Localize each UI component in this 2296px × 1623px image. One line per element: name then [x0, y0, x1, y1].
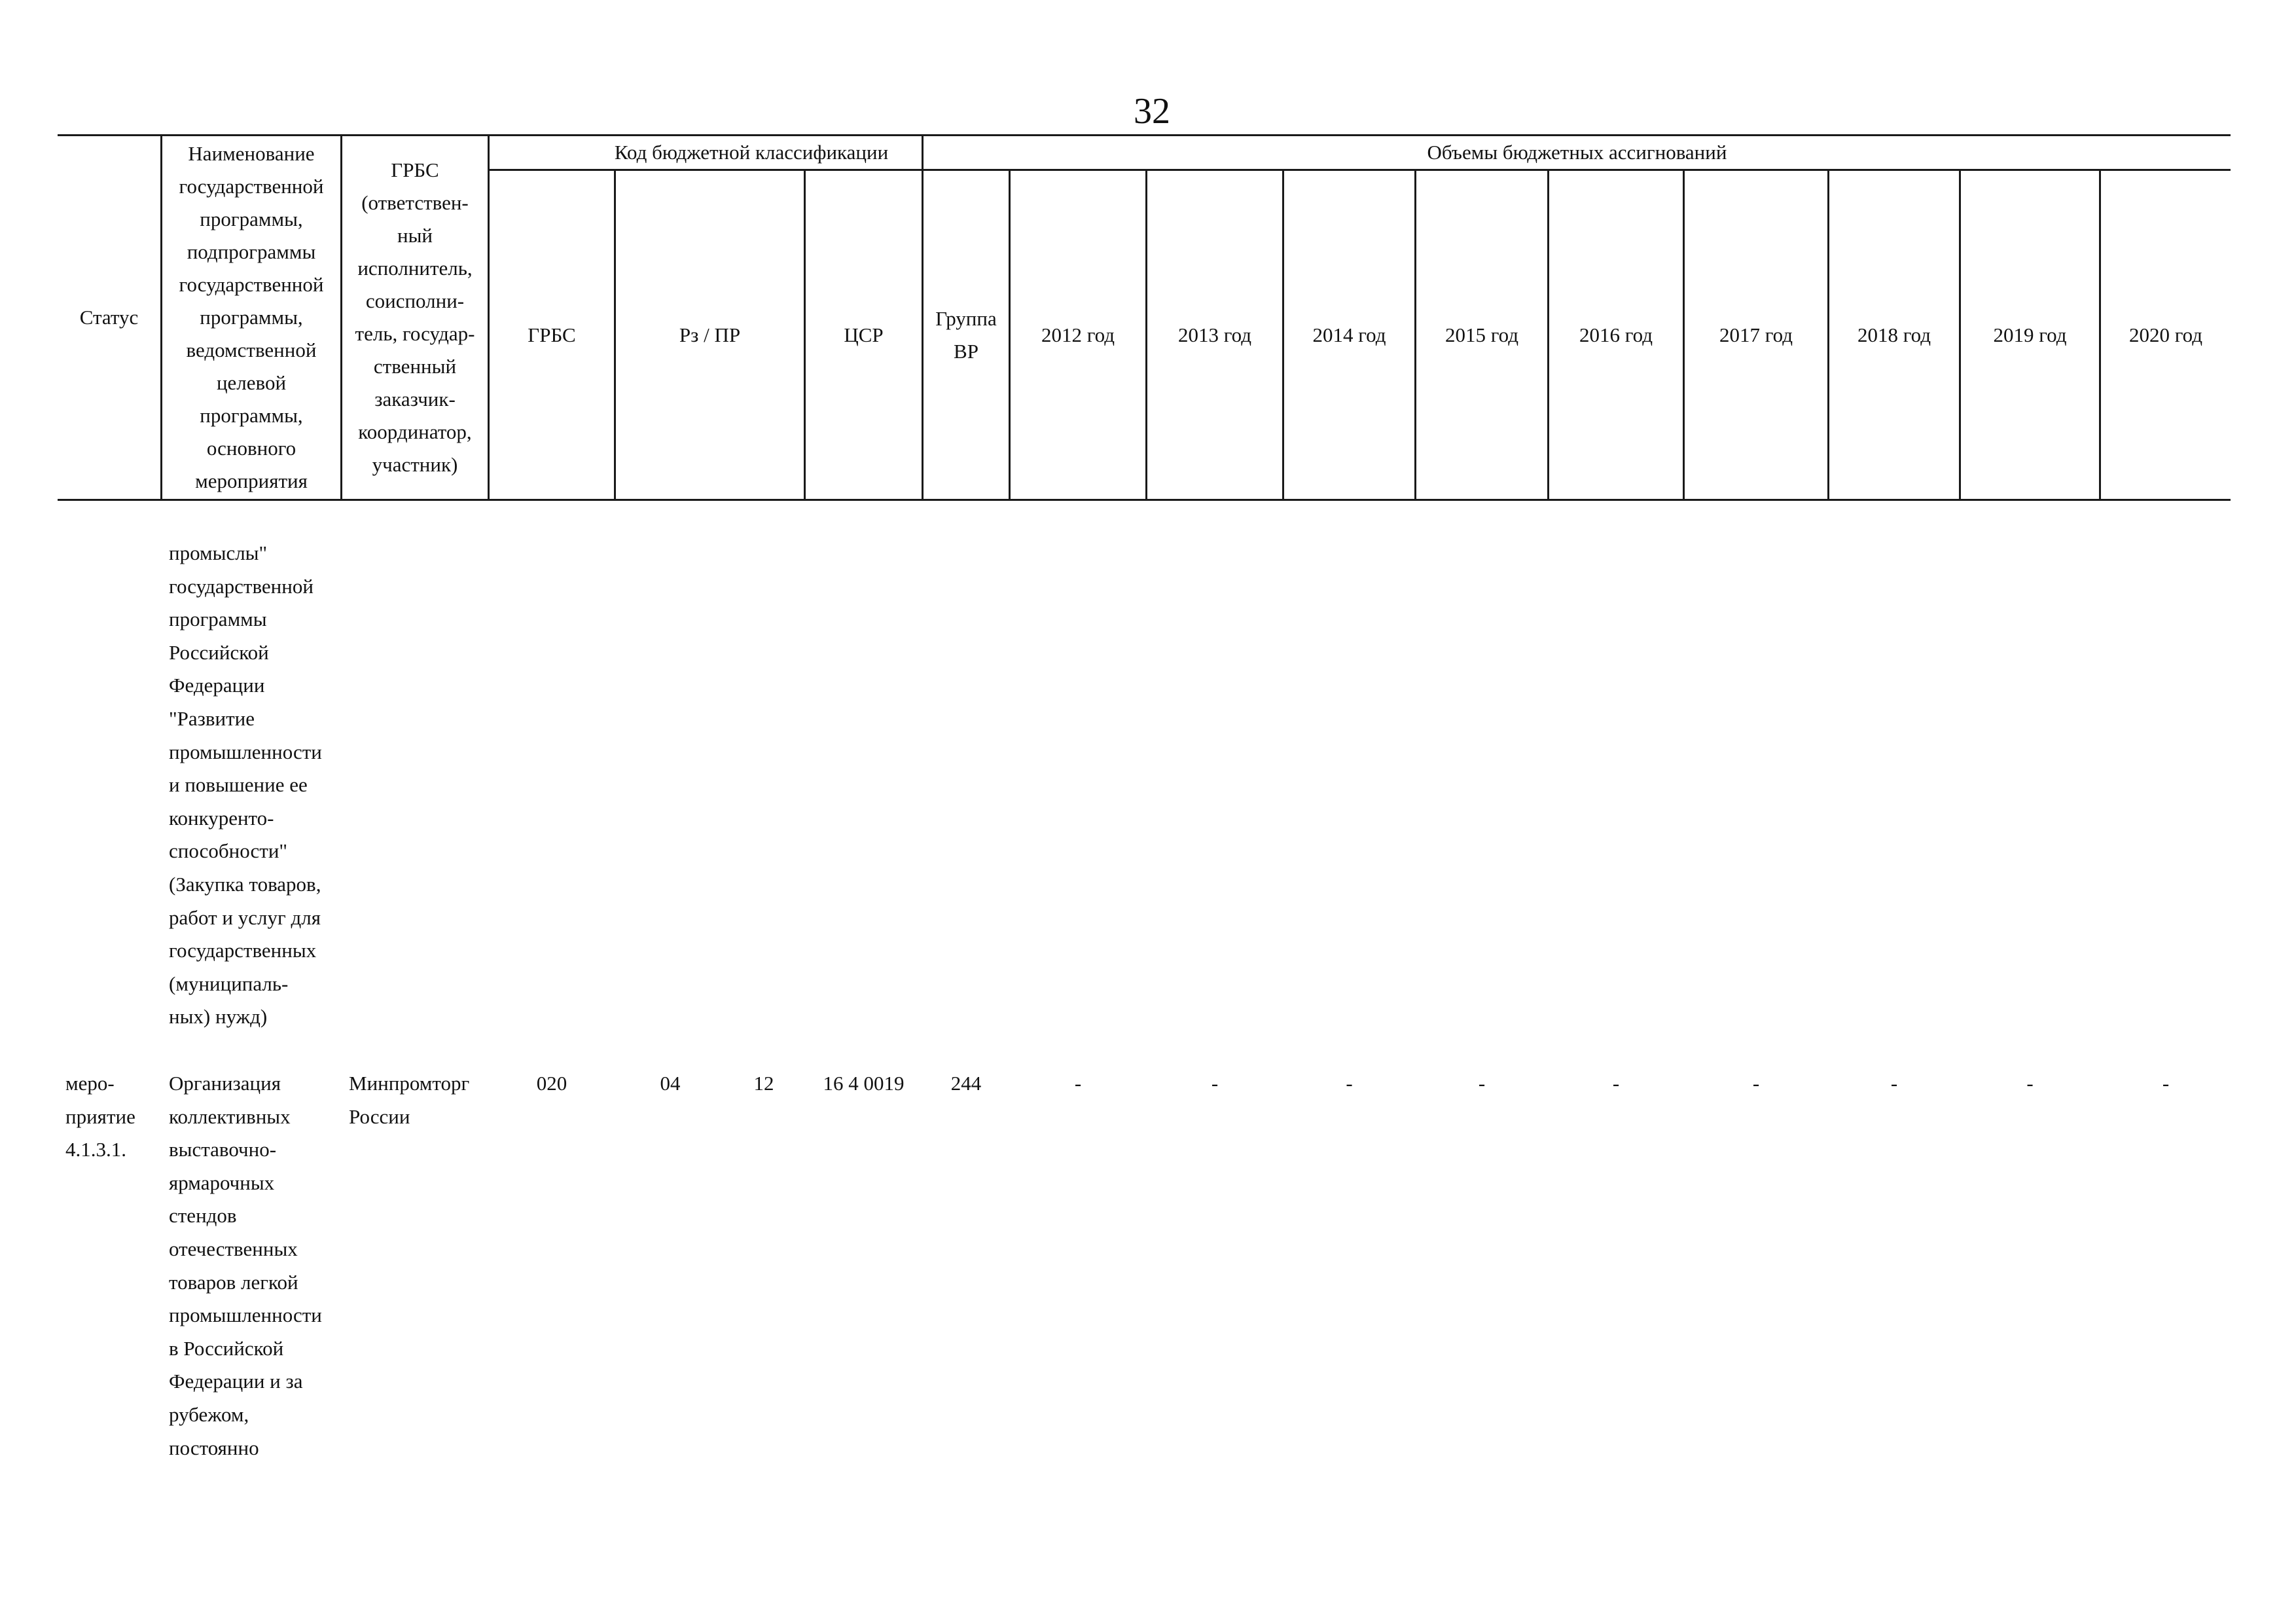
row-2-csr: 16 4 0019 [823, 1072, 905, 1095]
row-2-responsible: Минпромторг России [349, 1072, 470, 1128]
row-2-grbs: 020 [536, 1072, 567, 1095]
header-year-2018: 2018 год [1857, 323, 1931, 346]
table-header-bottom-border [58, 499, 2231, 501]
header-status: Статус [79, 306, 139, 329]
row-2-value-2017: - [1752, 1072, 1760, 1095]
row-2-name: Организация коллективных выставочно- ярмарочных стендов отечественных товаров легкой промышленности в Российской Федерации и за рубежом, постоянно [169, 1072, 322, 1459]
header-year-2020: 2020 год [2128, 323, 2203, 346]
row-2-value-2016: - [1612, 1072, 1620, 1095]
header-year-2012: 2012 год [1041, 323, 1115, 346]
row-2-vr: 244 [950, 1072, 982, 1095]
row-2-value-2012: - [1074, 1072, 1082, 1095]
row-1-name: промыслы" государственной программы Российской Федерации "Развитие промышленности и повышение ее конкуренто- способности" (Закупка товаров, работ и услуг для государственных (муниципаль- ных) нужд) [169, 541, 322, 1029]
header-rz-pr: Рз / ПР [679, 323, 741, 346]
row-2-value-2015: - [1478, 1072, 1486, 1095]
header-csr: ЦСР [844, 323, 884, 346]
header-grbs-responsible: ГРБС (ответствен- ный исполнитель, соисполни- тель, государ- ственный заказчик- координатор, участник) [355, 158, 475, 476]
header-program-name: Наименование государственной программы, подпрограммы государственной программы, ведомственной целевой программы, основного мероприятия [179, 142, 324, 492]
header-grbs: ГРБС [528, 323, 576, 346]
header-year-2017: 2017 год [1719, 323, 1793, 346]
row-2-value-2014: - [1346, 1072, 1353, 1095]
page-number: 32 [1134, 91, 1170, 132]
row-2-value-2020: - [2162, 1072, 2170, 1095]
row-2-rz: 04 [660, 1072, 681, 1095]
row-2-value-2018: - [1890, 1072, 1898, 1095]
header-year-2014: 2014 год [1312, 323, 1386, 346]
row-2-pr: 12 [753, 1072, 774, 1095]
row-2-status: меро- приятие 4.1.3.1. [65, 1072, 135, 1161]
row-2-value-2019: - [2026, 1072, 2034, 1095]
header-budget-volumes-group: Объемы бюджетных ассигнований [1427, 141, 1727, 164]
header-year-2015: 2015 год [1444, 323, 1519, 346]
header-year-2019: 2019 год [1993, 323, 2067, 346]
header-year-2013: 2013 год [1177, 323, 1252, 346]
header-year-2016: 2016 год [1579, 323, 1653, 346]
header-budget-code-group: Код бюджетной классификации [614, 141, 889, 164]
row-2-value-2013: - [1211, 1072, 1219, 1095]
header-group-vr: Группа ВР [935, 306, 997, 363]
